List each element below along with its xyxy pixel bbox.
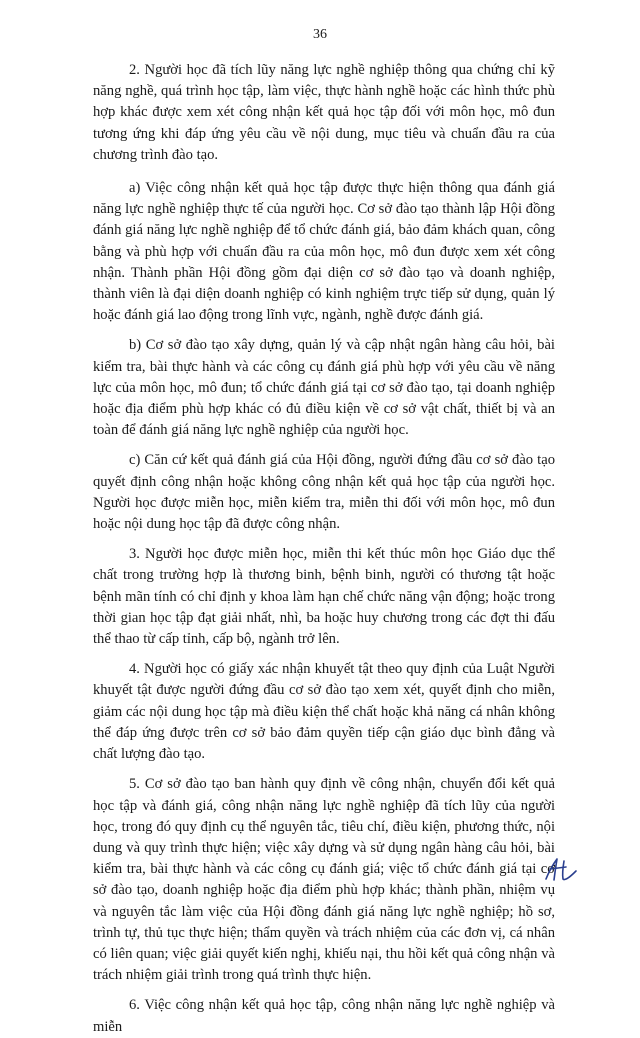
paragraph-clause-4: 4. Người học có giấy xác nhận khuyết tật theo quy định của Luật Người khuyết tật được người đứng đầu cơ sở đào tạo xem xét, quyết định cho miễn, giảm các nội dung học tập mà điều kiện thể chất hoặc khả năng cá nhân không thể đáp ứng được trên cơ sở bảo đảm quyền tiếp cận giáo dục bình đẳng và chất lượng đào tạo. — [93, 661, 555, 763]
paragraph-clause-2a: a) Việc công nhận kết quả học tập được thực hiện thông qua đánh giá năng lực nghề nghiệp thực tế của người học. Cơ sở đào tạo thành lập Hội đồng đánh giá năng lực nghề nghiệp để tổ chức đánh giá, bảo đảm khách quan, công bằng và phù hợp với chuẩn đầu ra của môn học, mô đun được xem xét công nhận. Thành phần Hội đồng gồm đại diện cơ sở đào tạo và doanh nghiệp, thành viên là đại diện doanh nghiệp có kinh nghiệm trực tiếp sử dụng, quản lý hoặc đánh giá lao động trong lĩnh vực, ngành, nghề được đánh giá. — [93, 180, 555, 324]
handwritten-initial-icon — [542, 855, 582, 885]
paragraph-clause-2: 2. Người học đã tích lũy năng lực nghề nghiệp thông qua chứng chỉ kỹ năng nghề, quá trình học tập, làm việc, thực hành nghề hoặc các hình thức phù hợp khác được xem xét công nhận kết quả học tập đối với môn học, mô đun tương ứng khi đáp ứng yêu cầu về nội dung, mục tiêu và chuẩn đầu ra của chương trình đào tạo. — [93, 62, 555, 163]
document-body — [93, 60, 555, 1038]
paragraph-clause-5: 5. Cơ sở đào tạo ban hành quy định về công nhận, chuyển đổi kết quả học tập và đánh giá, công nhận năng lực nghề nghiệp đã tích lũy của người học, trong đó quy định cụ thể nguyên tắc, tiêu chí, điều kiện, phương thức, nội dung và quy trình thực hiện; việc xây dựng và sử dụng ngân hàng câu hỏi, bài kiểm tra, bài thực hành và các công cụ đánh giá; việc tổ chức đánh giá tại cơ sở đào tạo, doanh nghiệp hoặc địa điểm phù hợp khác; thành phần, nhiệm vụ và nguyên tắc làm việc của Hội đồng đánh giá năng lực nghề nghiệp; hồ sơ, trình tự, thủ tục thực hiện; thẩm quyền và trách nhiệm của các đơn vị, cá nhân có liên quan; việc giải quyết kiến nghị, khiếu nại, thu hồi kết quả công nhận và trách nhiệm giải trình trong quá trình thực hiện. — [93, 776, 555, 984]
paragraph-clause-2b: b) Cơ sở đào tạo xây dựng, quản lý và cập nhật ngân hàng câu hỏi, bài kiểm tra, bài thực hành và các công cụ đánh giá phù hợp với yêu cầu về năng lực của môn học, mô đun; tổ chức đánh giá tại cơ sở đào tạo, tại doanh nghiệp hoặc địa điểm phù hợp khác có đủ điều kiện về cơ sở vật chất, thiết bị và an toàn để đánh giá năng lực nghề nghiệp của người học. — [93, 337, 555, 439]
page-number: 36 — [313, 27, 327, 42]
paragraph-clause-3: 3. Người học được miễn học, miễn thi kết thúc môn học Giáo dục thể chất trong trường hợp là thương binh, bệnh binh, người có thương tật hoặc bệnh mãn tính có chỉ định y khoa làm hạn chế chức năng vận động; hoặc trong thời gian học tập đạt giải nhất, nhì, ba hoặc huy chương trong các đợt thi đấu thể thao từ cấp tỉnh, cấp bộ, ngành trở lên. — [93, 546, 555, 648]
paragraph-clause-2c: c) Căn cứ kết quả đánh giá của Hội đồng, người đứng đầu cơ sở đào tạo quyết định công nhận hoặc không công nhận kết quả học tập của người học. Người học được miễn học, miễn kiểm tra, miễn thi đối với môn học, mô đun hoặc nội dung học tập đã được công nhận. — [93, 452, 555, 533]
paragraph-clause-6: 6. Việc công nhận kết quả học tập, công nhận năng lực nghề nghiệp và miễn — [93, 997, 555, 1035]
